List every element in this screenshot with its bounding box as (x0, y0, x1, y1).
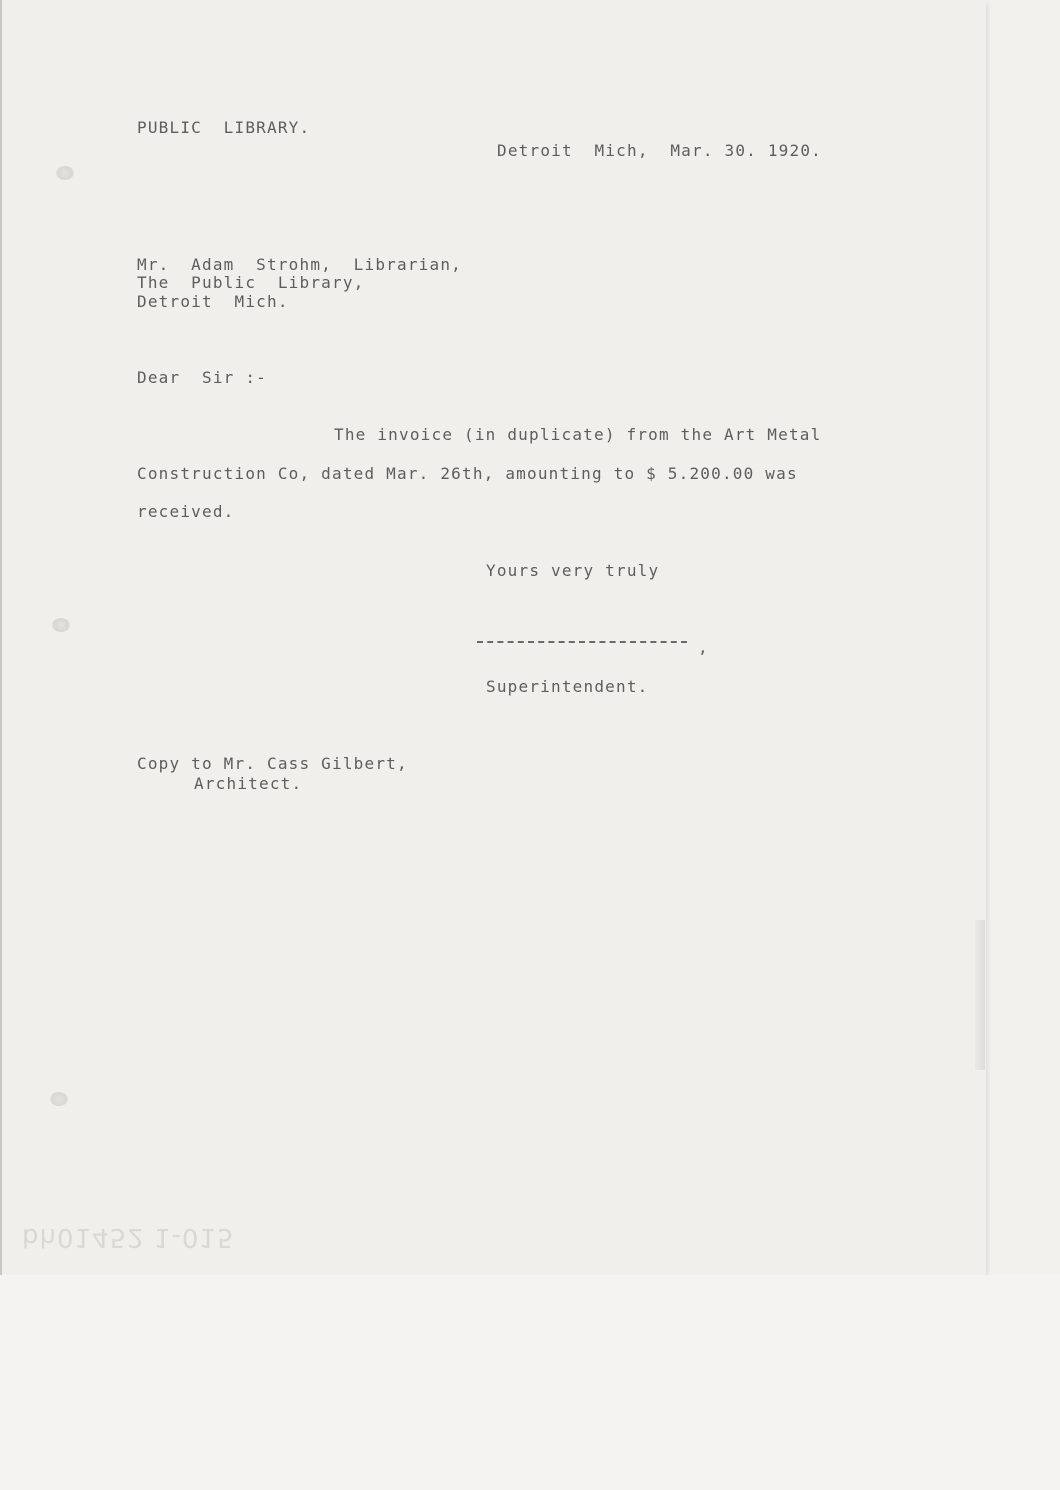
letterhead-label: PUBLIC LIBRARY. (137, 118, 311, 137)
salutation: Dear Sir :- (137, 368, 267, 387)
sheet-left-edge (0, 0, 2, 1275)
punch-hole-mark (50, 1092, 68, 1106)
body-line-1: The invoice (in duplicate) from the Art Metal (334, 425, 822, 444)
body-line-2: Construction Co, dated Mar. 26th, amounting to $ 5.200.00 was (137, 464, 798, 483)
closing: Yours very truly (486, 561, 660, 580)
addressee-line-2: The Public Library, (137, 273, 365, 292)
signature-comma: , (698, 638, 709, 657)
punch-hole-mark (56, 166, 74, 180)
archival-reference-bleed: bh01452 1-015 (22, 1222, 235, 1252)
scan-background (0, 1275, 1060, 1490)
addressee-line-3: Detroit Mich. (137, 292, 289, 311)
paper-fold (975, 920, 985, 1070)
signature-line (477, 641, 687, 643)
copy-to-line-2: Architect. (194, 774, 303, 793)
letter-date: Detroit Mich, Mar. 30. 1920. (497, 141, 822, 160)
body-line-3: received. (137, 502, 235, 521)
addressee-line-1: Mr. Adam Strohm, Librarian, (137, 255, 462, 274)
punch-hole-mark (52, 618, 70, 632)
signatory-title: Superintendent. (486, 677, 649, 696)
copy-to-line-1: Copy to Mr. Cass Gilbert, (137, 754, 408, 773)
